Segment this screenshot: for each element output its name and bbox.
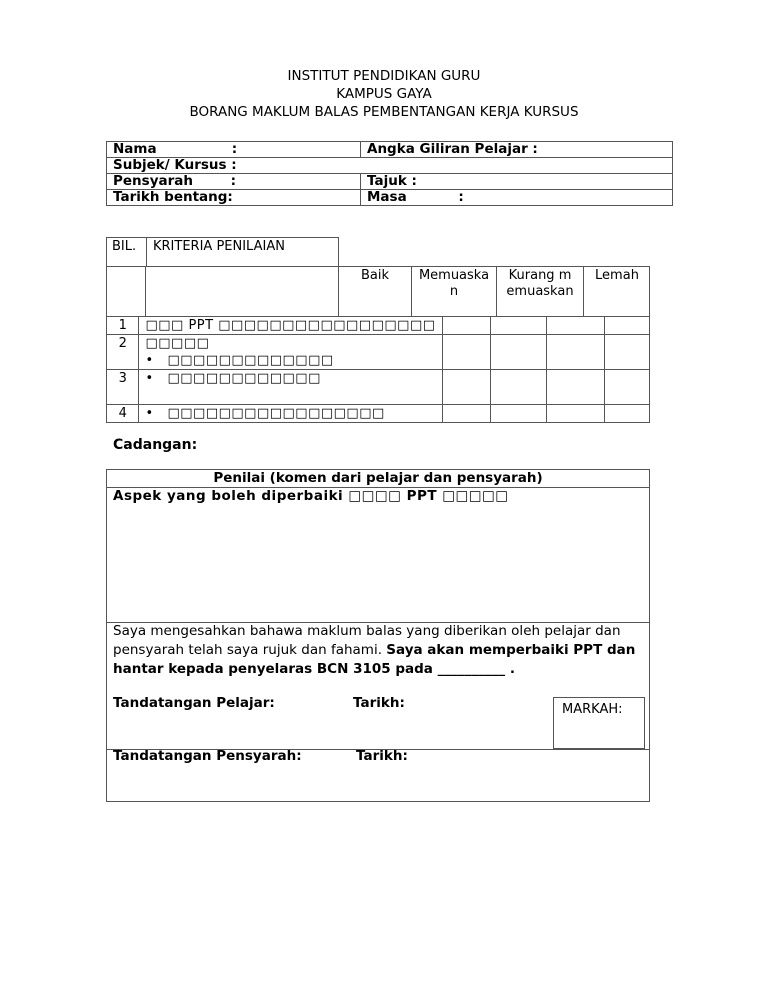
row-number: 1 [107, 317, 139, 335]
nama-field: Nama : [107, 142, 361, 158]
row-number: 4 [107, 405, 139, 423]
pensyarah-field: Pensyarah : [107, 174, 361, 190]
ttd-pelajar-label: Tandatangan Pelajar: [113, 695, 275, 711]
criteria-text: □□□□□ • □□□□□□□□□□□□□ [139, 335, 442, 370]
tajuk-field: Tajuk : [361, 174, 673, 190]
cadangan-label: Cadangan: [113, 437, 198, 453]
bullet-icon: • [145, 406, 154, 421]
bil-header-spacer [106, 266, 146, 316]
confirmation-statement: Saya mengesahkan bahawa maklum balas yang diberikan oleh pelajar dan pensyarah telah saya rujuk dan fahami. Saya akan memperbaiki PPT dan hantar kepada penyelaras BCN 3105 pada __________ . [113, 623, 636, 677]
markah-box: MARKAH: [553, 697, 645, 749]
rating-baik: Baik [338, 267, 411, 317]
subjek-field: Subjek/ Kursus : [107, 158, 673, 174]
institution-title: INSTITUT PENDIDIKAN GURU [287, 68, 481, 84]
penilai-box [106, 469, 650, 802]
bullet-icon: • [145, 371, 154, 386]
penilai-title: Penilai (komen dari pelajar dan pensyarah) [107, 470, 649, 488]
table-row [107, 317, 650, 335]
row-number: 3 [107, 370, 139, 405]
student-info-table [106, 141, 673, 206]
tarikh-bentang-field: Tarikh bentang: [107, 190, 361, 206]
row-number: 2 [107, 335, 139, 370]
criteria-text: • □□□□□□□□□□□□□□□□□ [139, 405, 442, 423]
tarikh-pelajar-label: Tarikh: [353, 695, 405, 711]
bullet-icon: • [145, 353, 154, 368]
table-row [107, 335, 650, 370]
tarikh-pensyarah-label: Tarikh: [356, 748, 408, 764]
aspek-label: Aspek yang boleh diperbaiki □□□□ PPT □□□□□ [113, 488, 509, 504]
rating-lemah: Lemah [583, 267, 650, 317]
form-title: BORANG MAKLUM BALAS PEMBENTANGAN KERJA KURSUS [189, 104, 579, 120]
table-row [107, 370, 650, 405]
campus-title: KAMPUS GAYA [336, 86, 432, 102]
rating-kurang-memuaskan: Kurang memuaskan [496, 267, 583, 317]
criteria-text: • □□□□□□□□□□□□ [139, 370, 442, 405]
rating-header-row [338, 266, 650, 317]
masa-field: Masa : [361, 190, 673, 206]
table-row [107, 405, 650, 423]
criteria-rows [106, 316, 650, 423]
criteria-text: □□□ PPT □□□□□□□□□□□□□□□□□ [139, 317, 442, 335]
bil-header: BIL. [106, 237, 146, 267]
rating-memuaskan: Memuaskan [411, 267, 496, 317]
angka-giliran-field: Angka Giliran Pelajar : [361, 142, 673, 158]
kriteria-header: KRITERIA PENILAIAN [146, 237, 339, 267]
criteria-table [106, 237, 650, 421]
ttd-pensyarah-label: Tandatangan Pensyarah: [113, 748, 302, 764]
